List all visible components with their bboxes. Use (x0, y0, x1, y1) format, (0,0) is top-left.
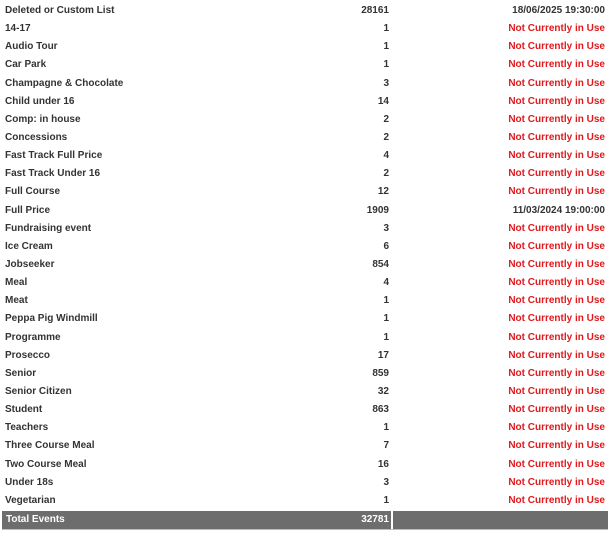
table-row (0, 456, 609, 474)
event-count: 2 (383, 168, 389, 180)
status-not-in-use: Not Currently in Use (508, 186, 605, 198)
last-used-date: 11/03/2024 19:00:00 (512, 204, 605, 216)
event-count: 32 (377, 385, 389, 397)
status-not-in-use: Not Currently in Use (508, 404, 605, 416)
total-separator (391, 511, 393, 529)
event-count: 28161 (361, 5, 389, 16)
total-label: Total Events (6, 514, 65, 525)
event-count: 17 (377, 349, 389, 361)
ticket-type-name: Senior (5, 367, 37, 379)
event-count: 14 (377, 95, 389, 107)
status-not-in-use: Not Currently in Use (508, 41, 605, 53)
ticket-type-name: Two Course Meal (5, 458, 87, 470)
event-count: 1 (383, 422, 389, 434)
table-row (0, 274, 609, 292)
ticket-type-name: Student (5, 404, 43, 416)
status-not-in-use: Not Currently in Use (508, 77, 605, 89)
table-row (0, 183, 609, 201)
table-bottom-border (2, 529, 608, 530)
event-count: 859 (372, 367, 389, 379)
status-not-in-use: Not Currently in Use (508, 385, 605, 397)
event-count: 12 (377, 186, 389, 198)
table-row (0, 492, 609, 510)
total-count: 32781 (361, 514, 389, 525)
status-not-in-use: Not Currently in Use (508, 222, 605, 234)
table-row (0, 310, 609, 328)
table-row (0, 383, 609, 401)
status-not-in-use: Not Currently in Use (508, 95, 605, 107)
table-row (0, 238, 609, 256)
status-not-in-use: Not Currently in Use (508, 59, 605, 71)
table-row (0, 292, 609, 310)
event-count: 854 (372, 258, 389, 270)
event-count: 3 (383, 77, 389, 89)
table-row (0, 347, 609, 365)
ticket-type-name: Peppa Pig Windmill (5, 313, 98, 325)
table-row (0, 93, 609, 111)
table-row (0, 220, 609, 238)
event-count: 1 (383, 295, 389, 307)
status-not-in-use: Not Currently in Use (508, 113, 605, 125)
status-not-in-use: Not Currently in Use (508, 422, 605, 434)
table-row (0, 165, 609, 183)
table-row (0, 20, 609, 38)
ticket-type-name: Programme (5, 331, 61, 343)
status-not-in-use: Not Currently in Use (508, 23, 605, 35)
ticket-type-name: Car Park (5, 59, 47, 71)
last-used-date: 18/06/2025 19:30:00 (512, 5, 605, 16)
table-row (0, 202, 609, 220)
table-row (0, 147, 609, 165)
event-count: 6 (383, 240, 389, 252)
table-row (0, 111, 609, 129)
event-count: 1909 (366, 204, 389, 216)
ticket-type-name: Senior Citizen (5, 385, 72, 397)
ticket-type-name: Prosecco (5, 349, 51, 361)
ticket-type-name: Vegetarian (5, 494, 56, 506)
status-not-in-use: Not Currently in Use (508, 295, 605, 307)
status-not-in-use: Not Currently in Use (508, 367, 605, 379)
ticket-type-report-table (0, 2, 609, 510)
ticket-type-name: 14-17 (5, 23, 31, 35)
ticket-type-name: Three Course Meal (5, 440, 95, 452)
event-count: 7 (383, 440, 389, 452)
ticket-type-name: Meat (5, 295, 28, 307)
status-not-in-use: Not Currently in Use (508, 331, 605, 343)
event-count: 16 (377, 458, 389, 470)
total-row (2, 511, 608, 529)
status-not-in-use: Not Currently in Use (508, 258, 605, 270)
event-count: 1 (383, 313, 389, 325)
table-row (0, 365, 609, 383)
status-not-in-use: Not Currently in Use (508, 150, 605, 162)
ticket-type-name: Champagne & Chocolate (5, 77, 124, 89)
event-count: 3 (383, 222, 389, 234)
status-not-in-use: Not Currently in Use (508, 440, 605, 452)
ticket-type-name: Fast Track Full Price (5, 150, 103, 162)
event-count: 1 (383, 23, 389, 35)
ticket-type-name: Ice Cream (5, 240, 53, 252)
ticket-type-name: Jobseeker (5, 258, 55, 270)
ticket-type-name: Meal (5, 277, 28, 289)
table-row (0, 437, 609, 455)
event-count: 3 (383, 476, 389, 488)
status-not-in-use: Not Currently in Use (508, 277, 605, 289)
ticket-type-name: Fast Track Under 16 (5, 168, 101, 180)
event-count: 4 (383, 150, 389, 162)
table-row (0, 401, 609, 419)
ticket-type-name: Deleted or Custom List (5, 5, 115, 16)
ticket-type-name: Concessions (5, 131, 68, 143)
status-not-in-use: Not Currently in Use (508, 476, 605, 488)
table-row (0, 129, 609, 147)
event-count: 1 (383, 59, 389, 71)
table-row (0, 474, 609, 492)
status-not-in-use: Not Currently in Use (508, 458, 605, 470)
table-row (0, 75, 609, 93)
table-row (0, 38, 609, 56)
event-count: 1 (383, 331, 389, 343)
status-not-in-use: Not Currently in Use (508, 131, 605, 143)
status-not-in-use: Not Currently in Use (508, 494, 605, 506)
ticket-type-name: Under 18s (5, 476, 54, 488)
status-not-in-use: Not Currently in Use (508, 168, 605, 180)
status-not-in-use: Not Currently in Use (508, 349, 605, 361)
event-count: 1 (383, 41, 389, 53)
ticket-type-name: Full Course (5, 186, 61, 198)
event-count: 1 (383, 494, 389, 506)
table-row (0, 256, 609, 274)
ticket-type-name: Teachers (5, 422, 49, 434)
table-row (0, 419, 609, 437)
status-not-in-use: Not Currently in Use (508, 240, 605, 252)
event-count: 2 (383, 113, 389, 125)
table-row (0, 329, 609, 347)
ticket-type-name: Full Price (5, 204, 51, 216)
event-count: 863 (372, 404, 389, 416)
event-count: 4 (383, 277, 389, 289)
ticket-type-name: Child under 16 (5, 95, 75, 107)
ticket-type-name: Audio Tour (5, 41, 58, 53)
status-not-in-use: Not Currently in Use (508, 313, 605, 325)
table-row (0, 56, 609, 74)
ticket-type-name: Comp: in house (5, 113, 81, 125)
event-count: 2 (383, 131, 389, 143)
ticket-type-name: Fundraising event (5, 222, 92, 234)
table-row (0, 2, 609, 20)
